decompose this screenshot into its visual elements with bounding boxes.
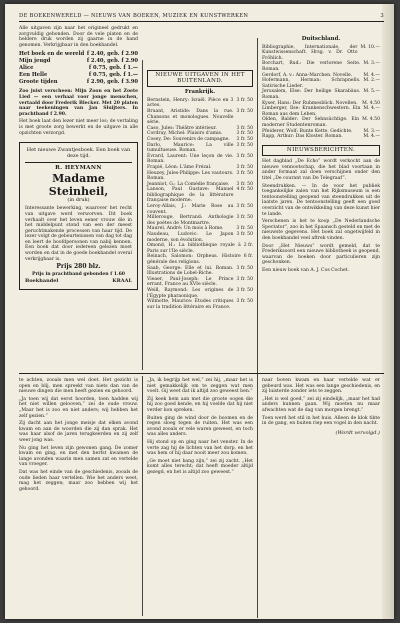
column-right xyxy=(262,34,380,276)
book-entry-text: Caso, Jules: Théâtre intérieur. xyxy=(147,125,217,131)
book-entry-text: Maurel, André: Un mois à Rome. xyxy=(147,226,224,232)
news-item: Het dagblad „De Echo” wordt verkocht aan de nieuwe vennootschap, die het blad voortaan in ander formaat zal doen verschijnen onder den titel „De courant van De Telegraaf”. xyxy=(262,159,380,182)
book-entry-text: Cordray, Michel: Plaisirs d'amis. xyxy=(147,131,223,137)
book-entry xyxy=(147,299,253,310)
story-column-right xyxy=(262,378,380,436)
book-entry-price: 3 fr. 50 xyxy=(236,276,253,282)
book-entry-text: Rapp, Arthur: Das Kloster. Roman. xyxy=(262,134,343,140)
book-entry-price: M. 4.50 xyxy=(362,100,380,106)
ad-title: Madame Steinheil, xyxy=(48,171,109,198)
book-entry xyxy=(147,109,253,126)
book-entry-price: 3 fr. 50 xyxy=(236,97,253,103)
section-heading-foreign: NIEUWE UITGAVEN IN HET BUITENLAND. xyxy=(147,70,253,87)
book-entry-price: 3 fr. 50 xyxy=(236,204,253,210)
book-entry-price: 3 fr. 50 xyxy=(236,215,253,221)
notice-paragraph: Zoo juist verscheen: Mijn Zoon en het Zoete Lied — een verhaal voor jonge menschen, vertaald door Frederik Blecker. Met 20 platen naar teekeningen van Jan Sluijters. In prachtband f 2.90. xyxy=(19,89,138,117)
book-entry-price: 3 fr. 50 xyxy=(236,299,253,305)
column-middle xyxy=(147,70,253,310)
notice-paragraph-2: Het boek laat den lezer niet meer los; de vertaling is met groote zorg bewerkt en de uitgave in alle opzichten verzorgd. xyxy=(19,119,138,136)
book-entry-price: 4 fr. 50 xyxy=(236,187,253,193)
book-entry-text: Hofermann, Herman: Schrapnells. Satirische Lieder. xyxy=(262,78,361,89)
book-entry xyxy=(147,143,253,154)
book-entry-price: 3 fr. 50 xyxy=(236,153,253,159)
book-entry xyxy=(262,78,380,89)
book-entry xyxy=(262,106,380,117)
ad-footer-right: KRAAL xyxy=(112,278,132,285)
book-entry xyxy=(147,266,253,277)
news-item: Een nieuw boek van A. J. Cos Cochet. xyxy=(262,267,349,273)
book-entry-price: 3 fr. 50 xyxy=(236,226,253,232)
book-entry-price: 3 fr. 50 xyxy=(236,181,253,187)
book-entry-text: Bruant, Aristide: Dans la rue. Chansons et monologues. Nouvelle série. xyxy=(147,108,234,126)
ad-body: Interessante bewerking, waarover het recht van uitgave werd verworven. Dit boek verhaalt over het leven eener vrouw die in het middelpunt stond van een der meest geruchtmakende processen van haar tijd. De lezer volgt de gebeurtenissen van dag tot dag en leert de hoofdpersonen van nabij kennen. Een boek dat door iedereen gelezen moet worden en dat in de goede boekhandel overal verkrijgbaar is. xyxy=(25,206,132,262)
book-entry xyxy=(262,45,380,62)
book-entry xyxy=(147,243,253,254)
book-entry-price: 3 fr. 50 xyxy=(236,125,253,131)
book-entry-text: Olden, Balder: Der Sehnsüchtige. Ein moderner Studentenroman. xyxy=(262,117,360,128)
running-title: DE BOEKENWERELD — NIEUWS VAN BOEKEN, MUZIEK EN KUNSTWERKEN xyxy=(19,13,249,19)
column-divider xyxy=(142,376,143,616)
section-divider xyxy=(19,373,384,374)
price-row: Mijn jeugd f 2.40, geb. f 2.90 xyxy=(19,58,138,65)
book-entry-text: Vieaer, Paul-Joseph: Le Prince errant, France au XVIe siècle. xyxy=(147,276,234,288)
price-list xyxy=(19,51,138,86)
book-entry xyxy=(147,277,253,288)
book-entry xyxy=(147,215,253,226)
book-entry-price: M. 2.— xyxy=(363,78,380,84)
book-entry-text: Borchart, Rud.: Die verlorene Seite. Roman. xyxy=(262,61,361,72)
book-entry xyxy=(262,89,380,100)
news-item: Door „Het Nieuws” wordt gemeld, dat te Frederiksoord een nieuwe bibliotheek is geopend, waarvan de boeken door particulieren zijn geschonken. xyxy=(262,243,380,266)
story-paragraph: Buiten ging de wind door de boomen en de regen sloeg tegen de ruiten. Het was een avond zooals er vele waren geweest, en toch was alles anders. xyxy=(147,415,253,438)
price-row: Groote tijden f 2.90, geb. f 3.90 xyxy=(19,79,138,86)
running-head xyxy=(19,13,384,22)
book-entry-text: Kyser, Hans: Der Ruhmesblick. Novellen. xyxy=(262,100,358,106)
book-entry xyxy=(262,117,380,128)
book-entry-price: M. 4.— xyxy=(363,134,380,140)
book-entry-text: Limberger, Ilse: Krankenschwestern. Ein Roman aus dem Leben. xyxy=(262,106,361,117)
country-heading: Frankrijk. xyxy=(184,89,216,96)
story-paragraph: Zij dacht aan het jonge meisje dat elken avond kwam en aan de woorden die zij dan sprak. Het was haar alsof de jaren terugkeerden en zij zelf weer jong was. xyxy=(19,421,138,443)
book-entry-price: 3 fr. 50 xyxy=(236,287,253,293)
ad-header: Het nieuwe Zwantjesboek. Een boek van deze tijd. xyxy=(25,147,132,163)
story-paragraph: „Het is wel goed,” zei zij eindelijk, „maar het had anders kunnen gaan. Wij moeten nu maar afwachten wat de dag van morgen brengt.” xyxy=(262,396,380,413)
book-entry-price: 3 fr. 50 xyxy=(236,164,253,170)
book-entry-text: Naudeau, Ludovic: Le Japon moderne, son évolution. xyxy=(147,232,234,243)
ad-footer-left: Boekhandel xyxy=(25,278,59,285)
book-entry-price: M. 4.— xyxy=(363,72,380,78)
book-entry-price: M. 5.— xyxy=(363,89,380,95)
story-paragraph: „Ja toen wij dat eerst hoorden, toen hadden wij het niet willen gelooven,” zei de oude vrouw. „Maar het is zoo en niet anders; wij hebben het zelf gezien.” xyxy=(19,396,138,419)
book-entry-text: Pfeiderer, Wolf: Bunte Kette. Gedichte. xyxy=(262,128,353,134)
book-entry xyxy=(262,61,380,72)
book-entry xyxy=(147,232,253,243)
book-entry-text: Lanson, Paul Gustave: Manuel bibliographique de la littérature française moderne. xyxy=(147,187,234,204)
book-entry-text: Bernstein, Henry: Israël. Pièce en 3 actes. xyxy=(147,97,234,109)
advertisement-box xyxy=(19,142,138,290)
book-entry-price: 3 fr. 50 xyxy=(236,136,253,142)
book-entry xyxy=(147,187,253,204)
news-list xyxy=(262,159,380,273)
story-paragraph: Nu ging het leven zijn gewonen gang. De zomer kwam en ging, en met den herfst kwamen de lange avonden waarin men samen zat en vertelde van vroeger. xyxy=(19,445,138,468)
story-paragraph: Zij keek hem aan met die groote oogen die hij zoo goed kende, en hij voelde dat hij niet verder kon spreken. xyxy=(147,396,253,413)
column-left xyxy=(19,26,138,290)
book-entry xyxy=(147,204,253,215)
book-entry-price: M. 3.— xyxy=(363,61,380,67)
book-entry-price: 3 fr. 50 xyxy=(236,170,253,176)
book-entry-text: Évrard, Laurent: Une leçon de vie. Roman. xyxy=(147,153,234,165)
book-entry-price: M. 3.— xyxy=(363,128,380,134)
column-divider xyxy=(142,60,143,370)
book-entry-text: Jerusalem, Else: Der heilige Skarabäus. Roman. xyxy=(262,89,361,100)
book-entry-text: Millerouge, Bertrand: Anthologie des poètes de Montmartre. xyxy=(147,215,234,226)
story-paragraph: naar boven kwam en haar vertelde wat er gebeurd was. Het was een lange geschiedenis, en zij luisterde zonder iets te zeggen. xyxy=(262,378,380,395)
newspaper-page xyxy=(5,4,394,619)
ad-footer xyxy=(25,279,132,285)
book-entry xyxy=(262,134,380,140)
story-paragraph: te achten, zooals men wel doet. Het gezicht is open en blij, men spreekt van niets dan van de nieuwe dingen die men heeft gezien en gehoord. xyxy=(19,378,138,395)
continued-note: (Wordt vervolgd.) xyxy=(335,429,380,436)
book-entry-price: 3 fr. 50 xyxy=(236,131,253,137)
book-entry-price: M. 4.50 xyxy=(362,117,380,123)
book-entry-price: 3 fr. 50 xyxy=(236,142,253,148)
ad-price: Prijs 280 blz. xyxy=(56,263,101,271)
page-number: 3 xyxy=(380,13,384,19)
book-entry-price: 3 fr. 50 xyxy=(236,232,253,238)
book-entry xyxy=(147,254,253,265)
news-item: Steendrukken. — In de voor het publiek toegankelijke zalen van het Rijksmuseum is een tentoonstelling geopend van steendrukken uit de laatste jaren. De tentoonstelling geeft een goed overzicht van de ontwikkeling van deze kunst hier te lande. xyxy=(262,183,380,217)
ad-price-bound: Prijs in prachtband gebonden f 1.60 xyxy=(32,271,125,277)
book-entry-text: Jeanniot, G.: La Comédie française. xyxy=(147,181,230,187)
book-entry-text: Weill, Raymond: Les origines de l'Égypte pharaonique. xyxy=(147,287,234,299)
book-entry-text: Cosey, De: Souvenirs de campagne. xyxy=(147,136,230,142)
book-entry-price: 2 fr. xyxy=(243,243,253,249)
book-entry-text: Wilmotte, Maurice: Études critiques sur la tradition littéraire en France. xyxy=(147,299,234,310)
section-heading-news: NIEUWSBERICHTEN. xyxy=(262,145,380,157)
news-item: Verschenen is het te koop „De Nederlandsche Spectator”, zoo in het Spaansch gesteld en met de nieuwste gegevens. Het boek zal ongetwijfeld in den boekhandel veel aftrek vinden. xyxy=(262,219,380,241)
book-entry-price: M. 4.— xyxy=(363,106,380,112)
book-entry-text: Darlo, Maurice: La ville tumultueuse. Roman. xyxy=(147,142,234,154)
book-entry-text: Bibliographie, Internationale, der Kunstwissenschaft. Hrsg. v. Dr. Otto Fröhlich. xyxy=(262,44,358,61)
book-entry xyxy=(147,171,253,182)
book-entry-text: Leroy-Allais, J.: Marie Rose au couvent. xyxy=(147,204,234,215)
book-entry-price: 6 fr. xyxy=(243,254,253,260)
story-paragraph: „Ja, ik begrijp het wel,” zei hij, „maar het is niet gemakkelijk om te zeggen wat men voelt. Gij weet dat ik altijd zoo geweest ben.” xyxy=(147,378,253,395)
story-paragraph: Toen werd het stil in het huis. Alleen de klok tikte in de gang, en buiten riep een vogel in den nacht. xyxy=(262,415,380,427)
price-row: Het boek en de wereld f 2.40, geb. f 2.90 xyxy=(19,51,138,58)
book-entry xyxy=(147,98,253,109)
book-entry-text: Heuzey, Jules-Philippe: Les vautours. Roman. xyxy=(147,170,234,182)
page-fold-shadow xyxy=(382,4,394,619)
story-paragraph: Dat was het einde van de geschiedenis, zooals de oude lieden haar vertellen. Wie het anders weet, mag het zeggen; maar zoo hebben wij het gehoord. xyxy=(19,469,138,492)
story-column-left xyxy=(19,378,138,494)
book-entry-text: Reinach, Salomon: Orpheus. Histoire générale des religions. xyxy=(147,254,241,265)
story-paragraph: Hij stond op en ging naar het venster. In de verte zag hij de lichten van het dorp, en het was hem of hij daar nooit meer zou komen. xyxy=(147,439,253,457)
book-entry-price: 3 fr. 50 xyxy=(236,108,253,114)
book-list xyxy=(147,98,253,311)
book-entry-text: Frapié, Léon: L'âme Frézal. xyxy=(147,164,212,170)
book-entry-text: Gerdorf, A. v.: Anna-Marchen. Novelle. xyxy=(262,72,353,78)
column-divider xyxy=(257,38,258,618)
story-paragraph: „Ge moet niet bang zijn,” zei zij zacht. „Het komt alles terecht; dat heeft moeder altijd gezegd, en het is altijd zoo geweest.” xyxy=(147,458,253,475)
intro-paragraph: Alle uitgaven zijn naar het origineel gedrukt en zorgvuldig gebonden. Door de vele platen en de heldere druk worden zij gaarne in de hand genomen. Verkrijgbaar in den boekhandel. xyxy=(19,26,138,48)
country-heading: Duitschland. xyxy=(301,36,341,42)
book-entry-text: Saab, George: Elle et lui. Roman. Illustrations de Lobel-Riche. xyxy=(147,265,234,277)
book-entry xyxy=(147,154,253,165)
book-entry-text: Omond, H.: La bibliothèque royale à Paris sur l'Ile siècle. xyxy=(147,243,241,254)
story-column-middle xyxy=(147,378,253,478)
book-entry-price: M. 10.— xyxy=(360,44,380,50)
book-entry-price: 3 fr. 50 xyxy=(236,265,253,271)
book-list xyxy=(262,45,380,140)
book-entry xyxy=(147,288,253,299)
price-row: Alice f 0.75, geb. f 1.— xyxy=(19,65,138,72)
price-row: Een Helle f 0.75, geb. f 1.— xyxy=(19,72,138,79)
ad-subtitle: (in druk) xyxy=(67,196,90,203)
ad-publisher: R. HEYMANN xyxy=(55,165,102,172)
